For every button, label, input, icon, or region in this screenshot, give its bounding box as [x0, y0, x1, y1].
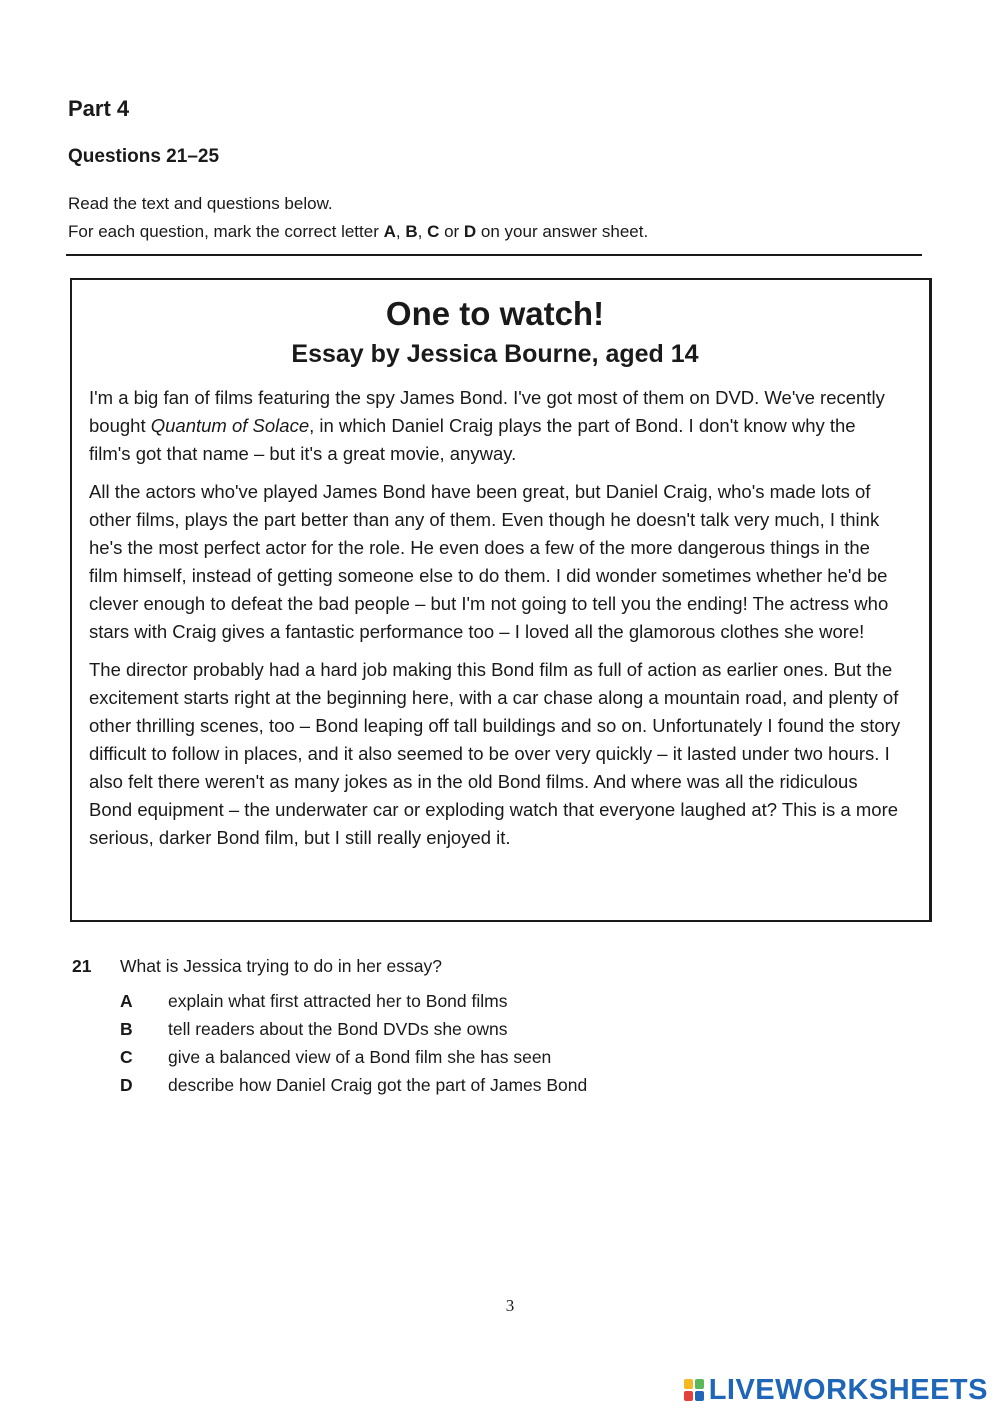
option-d[interactable] [120, 1071, 587, 1099]
option-letter: D [120, 1075, 133, 1095]
option-a[interactable] [120, 987, 587, 1015]
option-text: describe how Daniel Craig got the part of James Bond [168, 1075, 588, 1095]
page-number: 3 [505, 1296, 515, 1315]
option-b[interactable] [120, 1015, 587, 1043]
option-letter: B [120, 1019, 133, 1039]
option-letter: A [120, 991, 133, 1011]
option-c[interactable] [120, 1043, 587, 1071]
essay-paragraph-2: All the actors who've played James Bond have been great, but Daniel Craig, who's made lots of other films, plays the part better than any of them. Even though he doesn't talk very much, I think he's the most perfect actor for the role. He even does a few of the more dangerous things in the film himself, instead of getting someone else to do them. I did wonder sometimes whether he'd be clever enough to defeat the bad people – but I'm not going to tell you the ending! The actress who stars with Craig gives a fantastic performance too – I loved all the glamorous clothes she wore! [89, 481, 889, 642]
option-text: tell readers about the Bond DVDs she owns [168, 1019, 508, 1039]
essay-paragraph-3: The director probably had a hard job making this Bond film as full of action as earlier ones. But the excitement starts right at the beginning here, with a car chase along a mountain road, and plenty of other thrilling scenes, too – Bond leaping off tall buildings and so on. Unfortunately I found the story difficult to follow in places, and it also seemed to be over very quickly – it lasted under two hours. I also felt there weren't as many jokes as in the old Bond films. And where was all the ridiculous Bond equipment – the underwater car or exploding watch that everyone laughed at? This is a more serious, darker Bond film, but I still really enjoyed it. [89, 659, 901, 848]
liveworksheets-logo[interactable] [684, 1374, 988, 1407]
option-text: explain what first attracted her to Bond films [168, 991, 508, 1011]
question-text: What is Jessica trying to do in her essay? [120, 956, 442, 976]
instruction-line-2: For each question, mark the correct letter A, B, C or D on your answer sheet. [68, 222, 649, 241]
question-21 [72, 956, 587, 1099]
essay-paragraph-1: I'm a big fan of films featuring the spy James Bond. I've got most of them on DVD. We've recently bought Quantum of Solace, in which Daniel Craig plays the part of Bond. I don't know why the film's got that name – but it's a great movie, anyway. [89, 387, 885, 464]
film-title: Quantum of Solace [150, 415, 310, 436]
questions-range-title: Questions 21–25 [68, 146, 220, 167]
divider-line [66, 254, 922, 256]
essay-body [89, 384, 901, 852]
option-text: give a balanced view of a Bond film she has seen [168, 1047, 552, 1067]
question-number: 21 [72, 956, 92, 976]
essay-subtitle: Essay by Jessica Bourne, aged 14 [291, 340, 699, 368]
instructions [68, 190, 648, 246]
instruction-line-1: Read the text and questions below. [68, 194, 333, 213]
essay-box [70, 278, 932, 922]
answer-options [120, 987, 587, 1099]
essay-title: One to watch! [385, 295, 605, 332]
logo-text: LIVEWORKSHEETS [708, 1374, 988, 1406]
option-letter: C [120, 1047, 133, 1067]
part-title: Part 4 [68, 96, 130, 121]
liveworksheets-logo-icon [684, 1379, 706, 1403]
